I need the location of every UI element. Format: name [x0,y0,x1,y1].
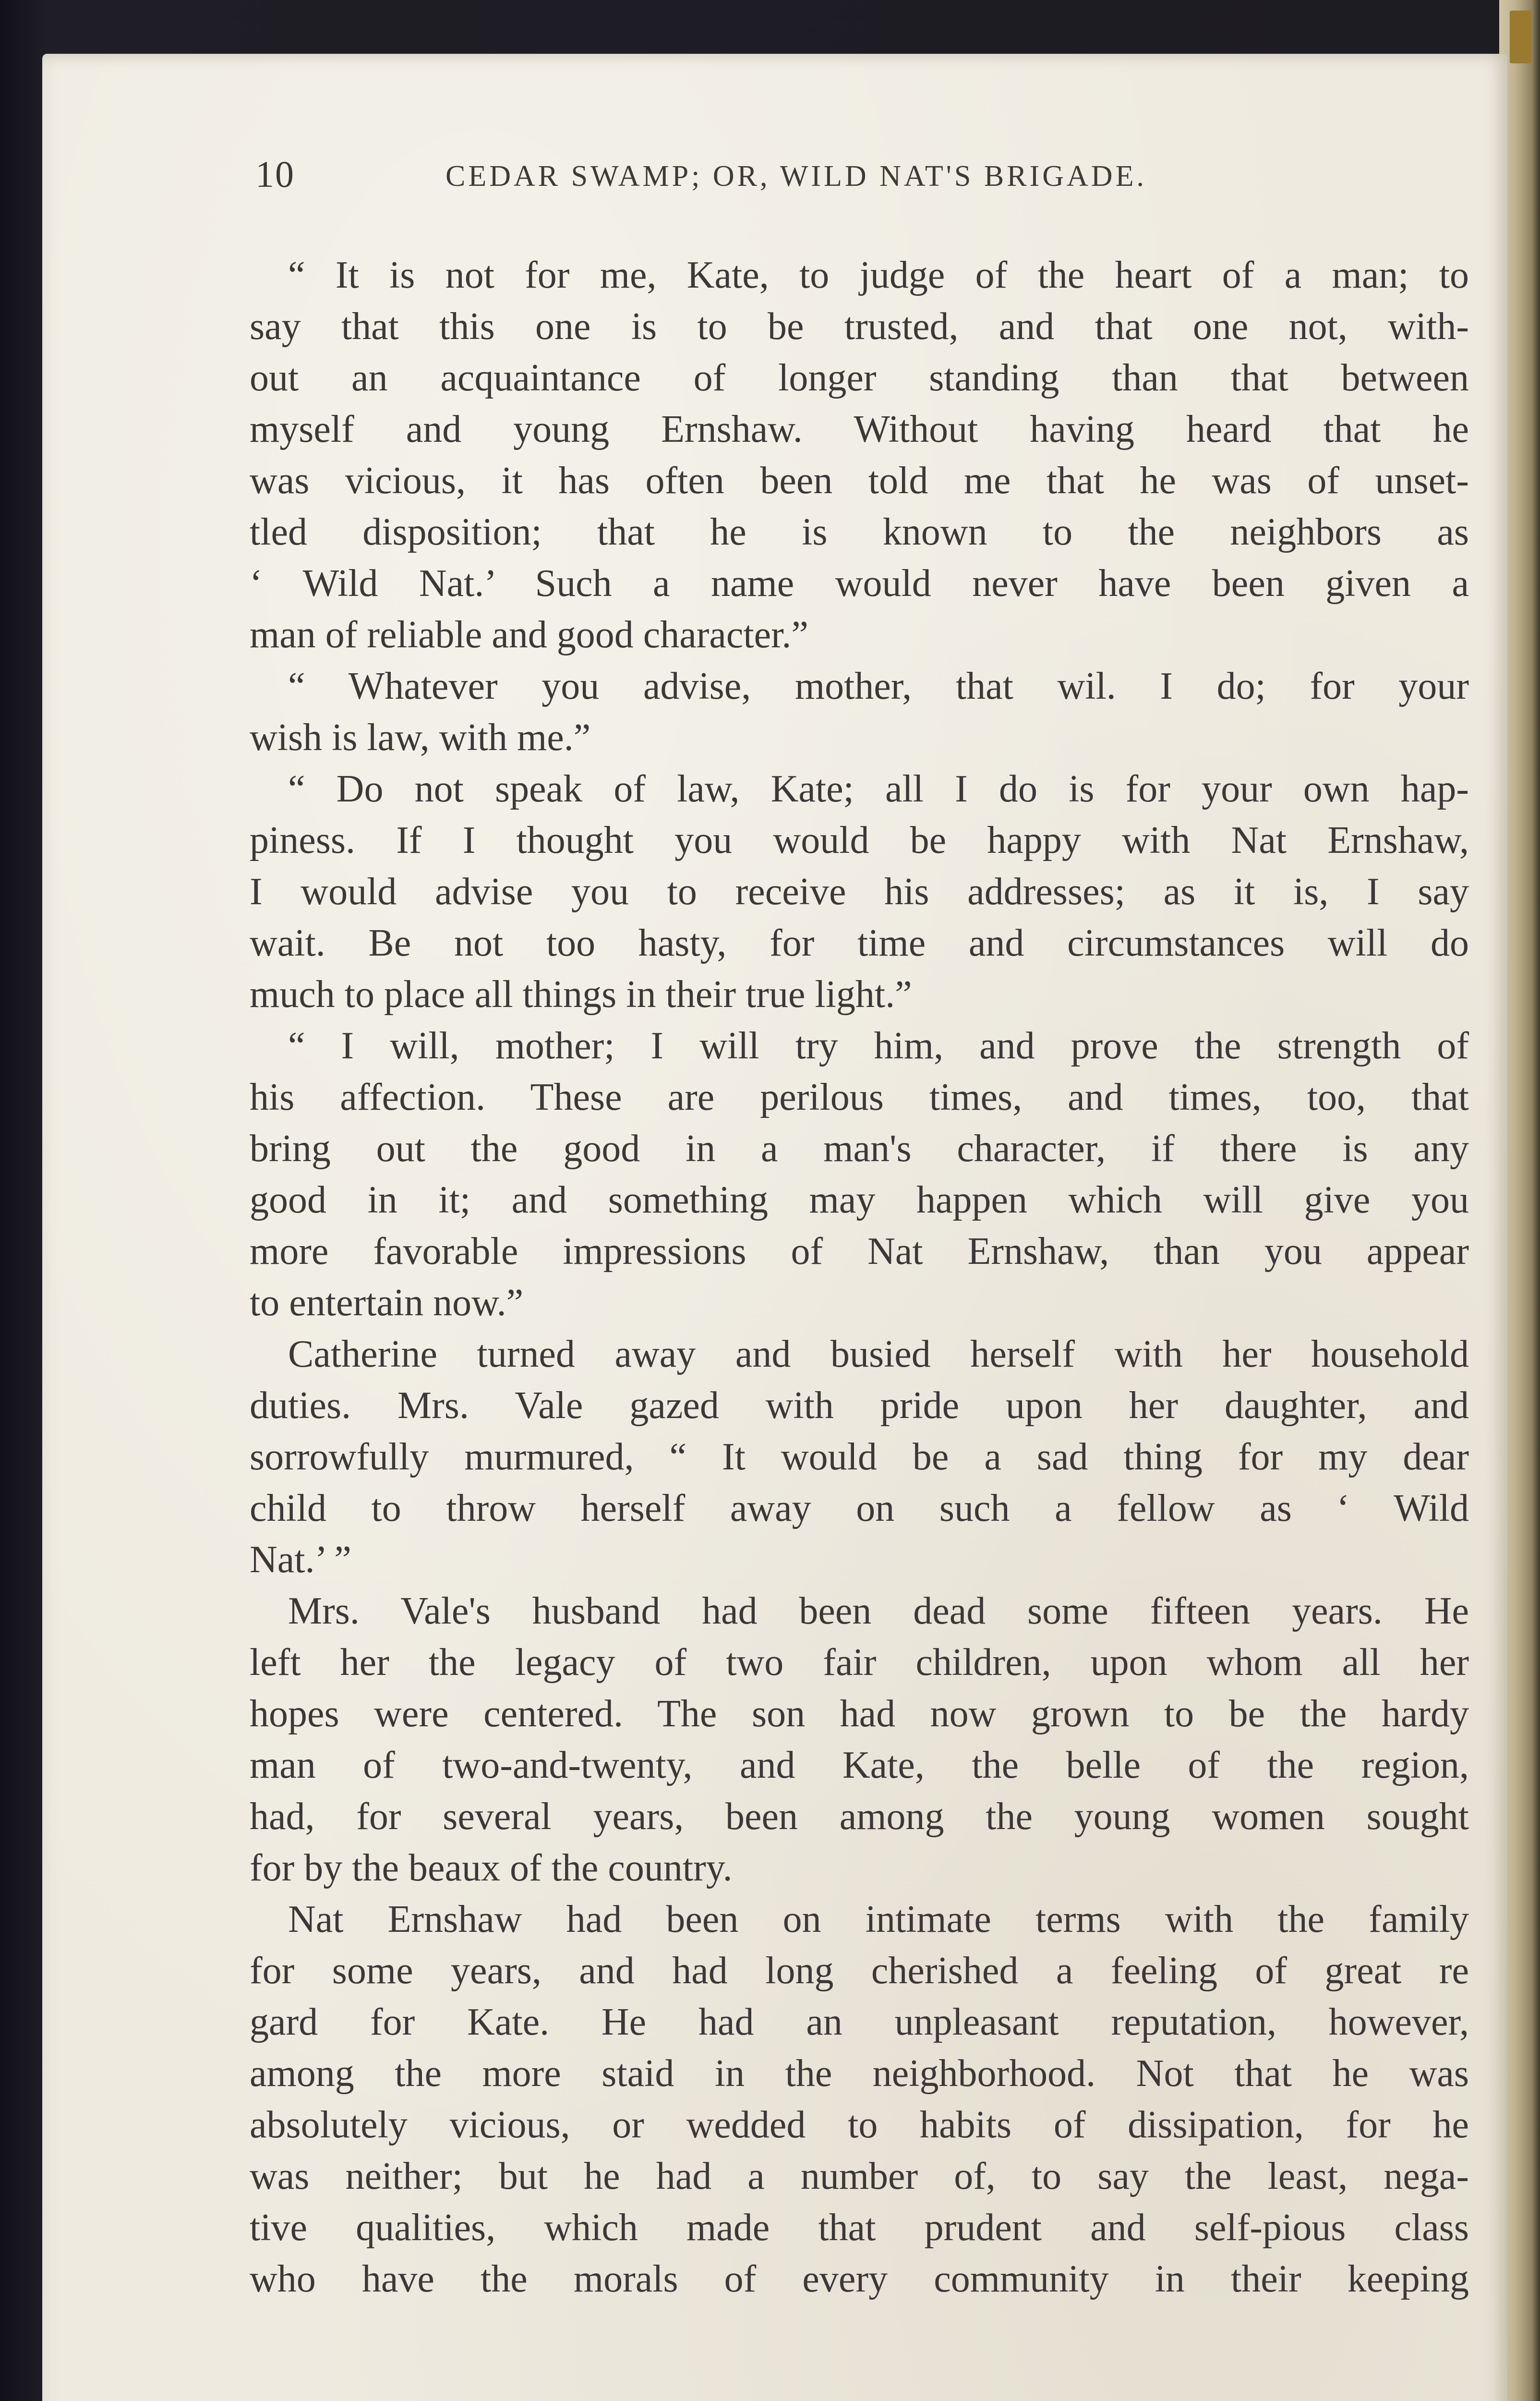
text-line: Nat.’ ” [250,1539,351,1581]
running-title: CEDAR SWAMP; OR, WILD NAT'S BRIGADE. [445,160,1147,193]
text-line: for some years, and had long cherished a feeling of great re [250,1950,1469,1992]
text-line: child to throw herself away on such a fellow as ‘ Wild [250,1487,1469,1529]
text-line: duties. Mrs. Vale gazed with pride upon her daughter, and [250,1384,1469,1427]
text-line: among the more staid in the neighborhood. Not that he was [250,2052,1469,2095]
text-line: wait. Be not too hasty, for time and circumstances will do [250,922,1469,964]
text-line: good in it; and something may happen which will give you [250,1179,1469,1221]
text-line: for by the beaux of the country. [250,1847,733,1889]
text-line: ‘ Wild Nat.’ Such a name would never have been given a [250,562,1469,605]
text-line: wish is law, with me.” [250,716,591,759]
body-text [250,250,1469,2305]
page-header [210,153,1506,210]
text-line: sorrowfully murmured, “ It would be a sad thing for my dear [250,1436,1469,1478]
text-line: man of two-and-twenty, and Kate, the belle of the region, [250,1744,1469,1786]
text-line: his affection. These are perilous times, and times, too, that [250,1076,1469,1118]
text-line: who have the morals of every community in their keeping [250,2258,1469,2300]
text-line: left her the legacy of two fair children, upon whom all her [250,1641,1469,1684]
text-line: “ Whatever you advise, mother, that wil. I do; for your [288,665,1469,707]
text-line: hopes were centered. The son had now grown to be the hardy [250,1693,1469,1735]
text-line: gard for Kate. He had an unpleasant reputation, however, [250,2001,1469,2043]
text-line: out an acquaintance of longer standing than that between [250,357,1469,399]
text-line: was neither; but he had a number of, to say the least, nega- [250,2155,1469,2197]
spine-tab [1510,11,1531,63]
text-line: I would advise you to receive his addresses; as it is, I say [250,871,1469,913]
text-line: Nat Ernshaw had been on intimate terms with the family [288,1898,1469,1940]
text-line: to entertain now.” [250,1282,524,1324]
text-line: tive qualities, which made that prudent and self-pious class [250,2207,1469,2249]
text-line: bring out the good in a man's character, if there is any [250,1128,1469,1170]
text-line: “ Do not speak of law, Kate; all I do is for your own hap- [288,768,1469,810]
text-line: had, for several years, been among the young women sought [250,1795,1469,1838]
text-line: Mrs. Vale's husband had been dead some fifteen years. He [288,1590,1469,1632]
text-line: was vicious, it has often been told me that he was of unset- [250,460,1469,502]
text-line: myself and young Ernshaw. Without having heard that he [250,408,1469,450]
text-line: “ It is not for me, Kate, to judge of the heart of a man; to [288,254,1469,296]
text-line: much to place all things in their true light.” [250,973,912,1016]
text-line: more favorable impressions of Nat Ernshaw, than you appear [250,1230,1469,1273]
text-line: piness. If I thought you would be happy with Nat Ernshaw, [250,819,1469,861]
text-line: “ I will, mother; I will try him, and prove the strength of [288,1025,1469,1067]
text-line: absolutely vicious, or wedded to habits of dissipation, for he [250,2104,1469,2146]
text-line: Catherine turned away and busied herself with her household [288,1333,1469,1375]
text-line: say that this one is to be trusted, and that one not, with- [250,305,1469,348]
page-number: 10 [255,153,295,195]
text-line: tled disposition; that he is known to the neighbors as [250,511,1469,553]
text-line: man of reliable and good character.” [250,614,808,656]
